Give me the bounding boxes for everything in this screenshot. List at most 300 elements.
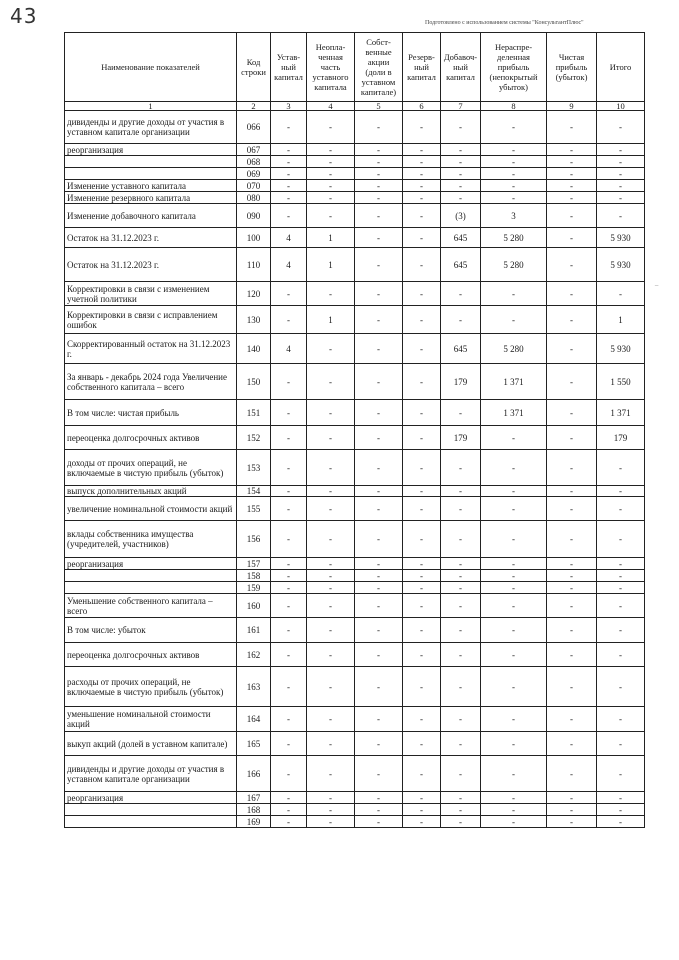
row-value: -	[441, 400, 481, 426]
table-row	[65, 497, 645, 521]
row-value: -	[307, 618, 355, 643]
row-value: -	[481, 156, 547, 168]
row-value: -	[355, 558, 403, 570]
row-value: -	[481, 144, 547, 156]
row-code: 152	[237, 426, 271, 450]
row-value: -	[481, 192, 547, 204]
table-row	[65, 570, 645, 582]
row-value: -	[597, 497, 645, 521]
row-value: -	[441, 156, 481, 168]
row-value: -	[547, 558, 597, 570]
row-value: -	[307, 111, 355, 144]
row-code: 067	[237, 144, 271, 156]
row-value: -	[271, 521, 307, 558]
row-value: 5 930	[597, 248, 645, 282]
row-value: -	[403, 570, 441, 582]
row-name: Скорректированный остаток на 31.12.2023 г.	[65, 334, 237, 364]
row-value: -	[441, 816, 481, 828]
row-value: -	[271, 486, 307, 497]
row-value: 1 550	[597, 364, 645, 400]
row-value: -	[355, 582, 403, 594]
row-value: -	[597, 144, 645, 156]
row-value: -	[403, 497, 441, 521]
row-value: -	[597, 582, 645, 594]
row-value: -	[597, 486, 645, 497]
row-value: -	[441, 168, 481, 180]
row-value: -	[355, 228, 403, 248]
row-name: увеличение номинальной стоимости акций	[65, 497, 237, 521]
row-value: -	[547, 816, 597, 828]
table-row	[65, 594, 645, 618]
row-code: 130	[237, 306, 271, 334]
row-value: -	[441, 306, 481, 334]
row-value: -	[307, 521, 355, 558]
row-name: Изменение резервного капитала	[65, 192, 237, 204]
column-number-5: 5	[355, 102, 403, 111]
row-value: -	[355, 450, 403, 486]
row-code: 120	[237, 282, 271, 306]
row-value: -	[481, 582, 547, 594]
row-name: Корректировки в связи с изменением учетной политики	[65, 282, 237, 306]
row-value: -	[547, 156, 597, 168]
row-value: -	[481, 594, 547, 618]
row-value: -	[597, 282, 645, 306]
column-number-10: 10	[597, 102, 645, 111]
column-header-7: Добавоч-ный капитал	[441, 33, 481, 102]
row-value: -	[441, 643, 481, 667]
row-value: -	[355, 192, 403, 204]
row-value: -	[441, 792, 481, 804]
row-value: 5 930	[597, 228, 645, 248]
row-value: -	[441, 521, 481, 558]
column-header-6: Резерв-ный капитал	[403, 33, 441, 102]
row-value: -	[271, 204, 307, 228]
row-value: -	[547, 450, 597, 486]
row-value: -	[271, 400, 307, 426]
row-value: -	[441, 582, 481, 594]
column-number-2: 2	[237, 102, 271, 111]
row-value: -	[355, 792, 403, 804]
row-value: -	[307, 667, 355, 707]
row-value: -	[355, 364, 403, 400]
row-code: 154	[237, 486, 271, 497]
row-value: -	[355, 804, 403, 816]
row-value: -	[481, 804, 547, 816]
row-code: 153	[237, 450, 271, 486]
row-value: -	[403, 486, 441, 497]
row-value: -	[481, 570, 547, 582]
row-code: 161	[237, 618, 271, 643]
table-row	[65, 804, 645, 816]
row-value: -	[307, 400, 355, 426]
row-value: 1 371	[481, 400, 547, 426]
margin-mark: ⁻	[654, 282, 659, 292]
row-value: -	[547, 426, 597, 450]
row-value: -	[547, 306, 597, 334]
table-row	[65, 521, 645, 558]
row-value: 179	[597, 426, 645, 450]
row-value: -	[403, 450, 441, 486]
row-value: -	[271, 558, 307, 570]
row-value: -	[355, 204, 403, 228]
row-value: -	[547, 707, 597, 732]
row-name: Остаток на 31.12.2023 г.	[65, 228, 237, 248]
row-value: 4	[271, 228, 307, 248]
row-name: реорганизация	[65, 792, 237, 804]
row-value: -	[307, 334, 355, 364]
row-code: 160	[237, 594, 271, 618]
row-code: 166	[237, 756, 271, 792]
row-value: -	[403, 168, 441, 180]
row-value: -	[271, 168, 307, 180]
row-value: 645	[441, 228, 481, 248]
row-code: 080	[237, 192, 271, 204]
row-value: -	[403, 228, 441, 248]
row-value: -	[481, 111, 547, 144]
row-value: -	[547, 486, 597, 497]
row-value: -	[481, 756, 547, 792]
row-value: -	[307, 486, 355, 497]
row-value: -	[481, 282, 547, 306]
row-value: -	[547, 228, 597, 248]
table-row	[65, 282, 645, 306]
table-row	[65, 364, 645, 400]
page-number: 43	[10, 4, 38, 28]
row-code: 068	[237, 156, 271, 168]
row-value: -	[403, 364, 441, 400]
table-row	[65, 486, 645, 497]
row-value: 179	[441, 426, 481, 450]
row-value: -	[307, 756, 355, 792]
row-value: -	[481, 732, 547, 756]
row-value: -	[597, 450, 645, 486]
row-value: -	[271, 306, 307, 334]
row-value: -	[271, 497, 307, 521]
row-value: -	[441, 732, 481, 756]
row-value: -	[481, 707, 547, 732]
row-name: Остаток на 31.12.2023 г.	[65, 248, 237, 282]
table-row	[65, 228, 645, 248]
row-value: -	[481, 168, 547, 180]
row-value: -	[547, 282, 597, 306]
row-value: -	[547, 204, 597, 228]
row-name	[65, 582, 237, 594]
row-value: -	[355, 334, 403, 364]
table-body	[65, 111, 645, 828]
row-value: -	[403, 192, 441, 204]
row-value: -	[481, 450, 547, 486]
row-value: -	[355, 756, 403, 792]
row-value: -	[441, 111, 481, 144]
row-value: -	[307, 558, 355, 570]
row-value: -	[355, 400, 403, 426]
row-value: -	[547, 521, 597, 558]
row-name: переоценка долгосрочных активов	[65, 426, 237, 450]
row-name: За январь - декабрь 2024 года Увеличение собственного капитала – всего	[65, 364, 237, 400]
row-value: -	[307, 156, 355, 168]
row-value: -	[403, 248, 441, 282]
row-value: -	[271, 618, 307, 643]
row-value: -	[481, 816, 547, 828]
row-value: -	[355, 426, 403, 450]
row-value: -	[441, 570, 481, 582]
row-value: -	[307, 180, 355, 192]
row-code: 155	[237, 497, 271, 521]
row-value: -	[481, 521, 547, 558]
row-name: расходы от прочих операций, не включаемые в чистую прибыль (убыток)	[65, 667, 237, 707]
row-value: -	[441, 486, 481, 497]
row-code: 162	[237, 643, 271, 667]
row-value: -	[355, 111, 403, 144]
row-value: -	[271, 804, 307, 816]
row-name: Изменение уставного капитала	[65, 180, 237, 192]
row-value: -	[271, 756, 307, 792]
row-value: -	[307, 707, 355, 732]
row-value: -	[403, 582, 441, 594]
row-value: -	[271, 450, 307, 486]
row-value: -	[403, 334, 441, 364]
row-name: доходы от прочих операций, не включаемые в чистую прибыль (убыток)	[65, 450, 237, 486]
row-value: -	[271, 282, 307, 306]
row-name: дивиденды и другие доходы от участия в уставном капитале организации	[65, 111, 237, 144]
row-value: -	[355, 594, 403, 618]
row-name: выкуп акций (долей в уставном капитале)	[65, 732, 237, 756]
column-number-3: 3	[271, 102, 307, 111]
row-value: -	[597, 643, 645, 667]
row-value: -	[403, 804, 441, 816]
table-row	[65, 792, 645, 804]
row-name: реорганизация	[65, 144, 237, 156]
row-value: -	[403, 667, 441, 707]
row-value: -	[441, 594, 481, 618]
row-value: -	[271, 156, 307, 168]
row-value: -	[597, 521, 645, 558]
row-code: 168	[237, 804, 271, 816]
row-name	[65, 816, 237, 828]
row-code: 100	[237, 228, 271, 248]
table-row	[65, 618, 645, 643]
table-row	[65, 667, 645, 707]
row-value: -	[403, 521, 441, 558]
row-value: -	[547, 364, 597, 400]
row-value: -	[403, 282, 441, 306]
column-number-1: 1	[65, 102, 237, 111]
row-value: -	[307, 816, 355, 828]
row-code: 090	[237, 204, 271, 228]
row-value: -	[355, 156, 403, 168]
row-code: 157	[237, 558, 271, 570]
equity-changes-table	[64, 32, 645, 828]
row-value: -	[307, 204, 355, 228]
row-code: 156	[237, 521, 271, 558]
row-code: 159	[237, 582, 271, 594]
row-value: -	[481, 180, 547, 192]
row-value: -	[307, 570, 355, 582]
row-value: 1	[597, 306, 645, 334]
row-value: -	[307, 192, 355, 204]
row-value: 179	[441, 364, 481, 400]
row-value: -	[403, 306, 441, 334]
row-value: -	[547, 804, 597, 816]
row-value: -	[355, 732, 403, 756]
row-code: 150	[237, 364, 271, 400]
row-value: 5 930	[597, 334, 645, 364]
column-header-5: Собст-венные акции (доли в уставном капитале)	[355, 33, 403, 102]
row-value: -	[355, 521, 403, 558]
row-value: -	[597, 168, 645, 180]
row-value: -	[271, 816, 307, 828]
row-name	[65, 570, 237, 582]
row-value: -	[403, 111, 441, 144]
row-value: -	[271, 582, 307, 594]
row-value: -	[271, 594, 307, 618]
row-value: -	[481, 667, 547, 707]
row-value: -	[403, 144, 441, 156]
row-value: -	[403, 756, 441, 792]
row-value: -	[597, 180, 645, 192]
row-name: Корректировки в связи с исправлением ошибок	[65, 306, 237, 334]
row-value: 1	[307, 306, 355, 334]
column-number-7: 7	[441, 102, 481, 111]
row-value: -	[307, 643, 355, 667]
row-value: -	[403, 594, 441, 618]
row-value: -	[307, 732, 355, 756]
row-value: -	[547, 732, 597, 756]
row-value: -	[271, 732, 307, 756]
row-code: 167	[237, 792, 271, 804]
row-value: -	[307, 144, 355, 156]
column-number-row	[65, 102, 645, 111]
table-row	[65, 450, 645, 486]
row-code: 151	[237, 400, 271, 426]
row-value: -	[307, 792, 355, 804]
row-value: -	[355, 570, 403, 582]
row-value: -	[441, 804, 481, 816]
row-value: -	[441, 144, 481, 156]
row-value: -	[547, 144, 597, 156]
row-value: 4	[271, 334, 307, 364]
row-value: -	[307, 450, 355, 486]
table-row	[65, 180, 645, 192]
table-row	[65, 707, 645, 732]
row-value: -	[547, 792, 597, 804]
row-value: -	[355, 816, 403, 828]
row-value: -	[597, 558, 645, 570]
row-value: -	[307, 497, 355, 521]
row-value: -	[481, 792, 547, 804]
row-name	[65, 804, 237, 816]
row-value: -	[441, 192, 481, 204]
row-name: переоценка долгосрочных активов	[65, 643, 237, 667]
row-value: 1	[307, 248, 355, 282]
row-code: 140	[237, 334, 271, 364]
row-name: дивиденды и другие доходы от участия в уставном капитале организации	[65, 756, 237, 792]
row-value: -	[441, 618, 481, 643]
table-row	[65, 643, 645, 667]
row-value: -	[547, 594, 597, 618]
row-value: -	[547, 643, 597, 667]
row-value: -	[403, 156, 441, 168]
row-name: В том числе: убыток	[65, 618, 237, 643]
row-code: 164	[237, 707, 271, 732]
row-value: -	[441, 707, 481, 732]
row-value: -	[307, 582, 355, 594]
row-code: 070	[237, 180, 271, 192]
row-name: уменьшение номинальной стоимости акций	[65, 707, 237, 732]
row-value: -	[355, 486, 403, 497]
row-value: -	[597, 816, 645, 828]
row-code: 066	[237, 111, 271, 144]
row-value: -	[597, 707, 645, 732]
source-note: Подготовлено с использованием системы "КонсультантПлюс"	[425, 20, 584, 26]
row-value: -	[547, 497, 597, 521]
row-value: -	[547, 582, 597, 594]
row-value: -	[597, 792, 645, 804]
row-value: -	[355, 168, 403, 180]
row-value: -	[271, 792, 307, 804]
row-value: -	[481, 486, 547, 497]
row-value: 1 371	[597, 400, 645, 426]
row-value: -	[403, 558, 441, 570]
row-value: -	[441, 282, 481, 306]
row-value: 5 280	[481, 334, 547, 364]
row-name: реорганизация	[65, 558, 237, 570]
row-value: -	[547, 180, 597, 192]
row-value: 645	[441, 248, 481, 282]
row-value: -	[597, 156, 645, 168]
row-value: 645	[441, 334, 481, 364]
column-header-8: Нераспре-деленная прибыль (непокрытый убыток)	[481, 33, 547, 102]
row-name	[65, 156, 237, 168]
row-value: -	[481, 497, 547, 521]
row-value: (3)	[441, 204, 481, 228]
row-value: -	[481, 558, 547, 570]
row-value: 1 371	[481, 364, 547, 400]
row-value: -	[547, 667, 597, 707]
table-row	[65, 156, 645, 168]
row-value: 5 280	[481, 248, 547, 282]
column-header-10: Итого	[597, 33, 645, 102]
row-value: -	[403, 204, 441, 228]
row-value: -	[481, 618, 547, 643]
row-value: -	[403, 618, 441, 643]
row-value: -	[547, 168, 597, 180]
row-value: -	[271, 144, 307, 156]
table-row	[65, 192, 645, 204]
row-value: -	[597, 667, 645, 707]
row-value: -	[271, 707, 307, 732]
row-value: -	[597, 111, 645, 144]
table-row	[65, 816, 645, 828]
row-value: -	[597, 618, 645, 643]
row-value: -	[441, 450, 481, 486]
row-value: -	[403, 180, 441, 192]
row-value: -	[271, 192, 307, 204]
column-header-2: Код строки	[237, 33, 271, 102]
row-value: 5 280	[481, 228, 547, 248]
table-row	[65, 756, 645, 792]
column-header-3: Устав-ный капитал	[271, 33, 307, 102]
row-value: 3	[481, 204, 547, 228]
row-value: -	[355, 306, 403, 334]
table-row	[65, 168, 645, 180]
row-value: -	[597, 204, 645, 228]
row-value: -	[307, 804, 355, 816]
row-value: -	[271, 643, 307, 667]
row-name: Уменьшение собственного капитала – всего	[65, 594, 237, 618]
row-value: -	[355, 248, 403, 282]
row-value: -	[355, 618, 403, 643]
